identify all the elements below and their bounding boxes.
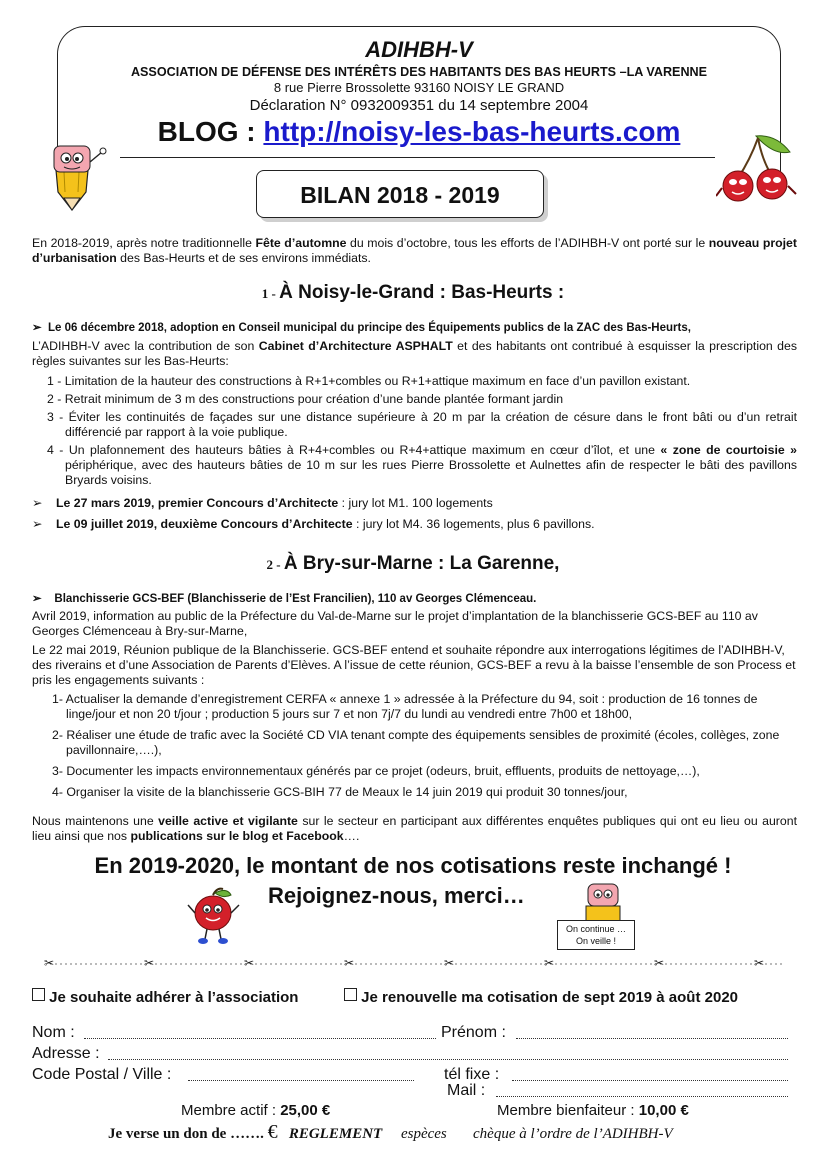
rule-item: 2 - Retrait minimum de 3 m des constructions pour création d’une bande plantée formant jardin [47,392,564,406]
svg-text:✂: ✂ [654,956,665,970]
arrow-bullet-icon: ➢ [32,593,42,605]
bullet-text: : jury lot M1. 100 logements [338,496,493,510]
rule-text: périphérique, avec des hauteurs bâties de 10 m sur les rues Pierre Brossolette et Aulnettes afin de respecter le bâti des pavillons Bryards voisins. [65,458,797,487]
rule-item: 1 - Limitation de la hauteur des constructions à R+1+combles ou R+1+attique maximum en face d’un pavillon existant. [47,374,691,388]
declaration: Déclaration N° 0932009351 du 14 septembre 2004 [249,97,589,114]
sign-line: On continue … [565,924,627,934]
rule-item [47,443,797,488]
cp-ville-label: Code Postal / Ville : [32,1066,172,1083]
nom-label: Nom : [32,1024,75,1041]
commitment-item: 3- Documenter les impacts environnementaux générés par ce projet (odeurs, bruit, effluents, produits de nettoyage,…), [52,764,700,778]
closing-text: …. [343,829,360,843]
section-title: À Noisy-le-Grand : Bas-Heurts : [279,282,565,303]
closing-text: Nous maintenons une [32,814,159,828]
closing-bold: veille active et vigilante [158,814,298,828]
svg-text:✂: ✂ [544,956,555,970]
bullet-item [32,591,797,605]
intro-bold: nouveau projet d’urbanisation [32,236,797,265]
page-title: BILAN 2018 - 2019 [256,170,544,218]
para-text: L’ADIHBH-V avec la contribution de son [32,339,259,353]
membre-actif-amount: 25,00 € [280,1102,331,1119]
mail-field[interactable] [496,1096,788,1097]
payment-line [108,1121,673,1144]
section-number: 2 - [266,557,281,572]
intro-paragraph [32,236,797,266]
pencil-mascot-icon [42,140,112,212]
section-1-heading [0,282,826,304]
commitment-list [52,692,797,800]
arrow-bullet-icon: ➢ [32,496,43,510]
blog-line [57,116,781,148]
membre-bienfaiteur-amount: 10,00 € [638,1102,689,1119]
sign-line: On veille ! [575,936,617,946]
header-divider [120,157,715,158]
rule-bold: « zone de courtoisie » [660,443,797,457]
bullet-item [32,517,797,532]
checkbox-label: Je renouvelle ma cotisation de sept 2019 à août 2020 [361,989,739,1006]
section-2-paragraph: Avril 2019, information au public de la Préfecture du Val-de-Marne sur le projet d’implantation de la blanchisserie GCS-BEF au 110 av Georges Clémenceau à Bry-sur-Marne, [32,609,758,638]
svg-text:✂: ✂ [44,956,55,970]
adresse-label: Adresse : [32,1045,100,1062]
membre-actif [181,1102,330,1119]
checkbox-label: Je souhaite adhérer à l’association [49,989,299,1006]
bullet-bold: Le 09 juillet 2019, deuxième Concours d’Architecte [55,517,353,531]
intro-text: En 2018-2019, après notre traditionnelle [32,236,256,250]
closing-bold: publications sur le blog et Facebook [130,829,344,843]
section-2-heading [0,553,826,575]
intro-text: des Bas-Heurts et de ses environs immédiats. [116,251,371,265]
membre-bienfaiteur [497,1102,689,1119]
nom-field[interactable] [84,1038,436,1039]
apple-mascot-icon [183,885,245,947]
tel-label: tél fixe : [444,1066,500,1083]
bullet-item [32,320,797,334]
pencil-sign-mascot-icon [570,880,640,922]
svg-text:✂: ✂ [244,956,255,970]
cp-ville-field[interactable] [188,1080,414,1081]
prenom-label: Prénom : [441,1024,506,1041]
mail-label: Mail : [447,1082,486,1099]
intro-text: du mois d’octobre, tous les efforts de l’ADIHBH-V ont porté sur le [346,236,709,250]
svg-text:✂: ✂ [344,956,355,970]
sign-board [557,920,635,950]
commitment-item: 4- Organiser la visite de la blanchisserie GCS-BIH 77 de Meaux le 14 juin 2019 qui produit 30 tonnes/jour, [52,785,628,799]
intro-bold: Fête d’automne [255,236,347,250]
checkbox-icon[interactable] [32,988,45,1001]
association-name: ASSOCIATION DE DÉFENSE DES INTÉRÊTS DES HABITANTS DES BAS HEURTS –LA VARENNE [130,65,708,79]
address: 8 rue Pierre Brossolette 93160 NOISY LE GRAND [273,80,565,95]
closing-paragraph [32,814,797,844]
bullet-bold: Le 27 mars 2019, premier Concours d’Architecte [55,496,339,510]
checkbox-adherer[interactable] [32,988,298,1006]
section-2-paragraph: Le 22 mai 2019, Réunion publique de la Blanchisserie. GCS-BEF entend et souhaite répondre aux interrogations légitimes de l’ADIHBH-V, des riverains et d’une Association de Parents d’Elèves. A l’issue de cette réunion, GCS-BEF a revu à la baisse l’ensemble de son Process et pris les engagements suivants : [32,643,796,687]
blog-label: BLOG : [157,116,256,147]
svg-text:✂: ✂ [444,956,455,970]
bullet-text: Blanchisserie GCS-BEF (Blanchisserie de l’Est Francilien), 110 av Georges Clémenceau. [54,593,537,605]
prenom-field[interactable] [516,1038,788,1039]
checkbox-renouveler[interactable] [344,988,738,1006]
bullet-item [32,496,797,511]
don-label: Je verse un don de ……. [108,1126,264,1142]
section-title: À Bry-sur-Marne : La Garenne, [283,553,560,574]
membre-actif-label: Membre actif : [181,1102,277,1119]
svg-text:✂: ✂ [754,956,765,970]
org-name: ADIHBH-V [365,37,473,62]
arrow-bullet-icon: ➢ [32,322,42,334]
closing-text: sur le secteur en participant aux différentes enquêtes publiques qui ont eu lieu ou auront lieu ainsi que nos [32,814,797,843]
rule-text: 4 - Un plafonnement des hauteurs bâties à R+4+combles ou R+4+attique maximum en cœur d’îlot, et une [47,443,661,457]
bullet-text: Le 06 décembre 2018, adoption en Conseil municipal du principe des Équipements publics de la ZAC des Bas-Heurts, [48,322,691,334]
section-number: 1 - [261,286,276,301]
commitment-item: 2- Réaliser une étude de trafic avec la Société CD VIA tenant compte des équipements sensibles de proximité (écoles, collèges, zone pavillonnaire,….), [52,728,780,757]
para-bold: Cabinet d’Architecture ASPHALT [258,339,453,353]
membre-bienfaiteur-label: Membre bienfaiteur : [497,1102,635,1119]
commitment-item: 1- Actualiser la demande d’enregistrement CERFA « annexe 1 » adressée à la Préfecture du 94, soit : production de 16 tonnes de linge/jour et non 20 t/jour ; production 5 jours sur 7 et non 7j/7 du lundi au vendredi entre 7h00 et 18h00, [52,692,758,721]
headline-cotisations: En 2019-2020, le montant de nos cotisations reste inchangé ! [94,853,732,878]
rule-list [47,374,797,488]
adresse-field[interactable] [108,1059,788,1060]
section-1-paragraph [32,339,797,369]
especes-option: espèces [400,1126,447,1142]
svg-text:✂: ✂ [144,956,155,970]
headline-join: Rejoignez-nous, merci… [268,883,525,908]
para-text: et des habitants ont contribué à esquisser la prescription des règles suivantes sur les Bas-Heurts: [32,339,797,368]
cut-line [40,954,790,970]
cheque-option: chèque à l’ordre de l’ADIHBH-V [473,1126,673,1142]
bullet-text: : jury lot M4. 36 logements, plus 6 pavillons. [352,517,595,531]
arrow-bullet-icon: ➢ [32,517,43,531]
cherries-icon [716,130,798,205]
rule-item: 3 - Éviter les continuités de façades sur une distance supérieure à 20 m par la création de césure dans le front bâti ou d’un retrait différencié par rapport à la voie publique. [47,410,797,439]
reglement-label: REGLEMENT [288,1126,383,1142]
euro-sign: € [267,1121,278,1143]
checkbox-icon[interactable] [344,988,357,1001]
tel-field[interactable] [512,1080,788,1081]
blog-link[interactable]: http://noisy-les-bas-heurts.com [263,116,681,147]
